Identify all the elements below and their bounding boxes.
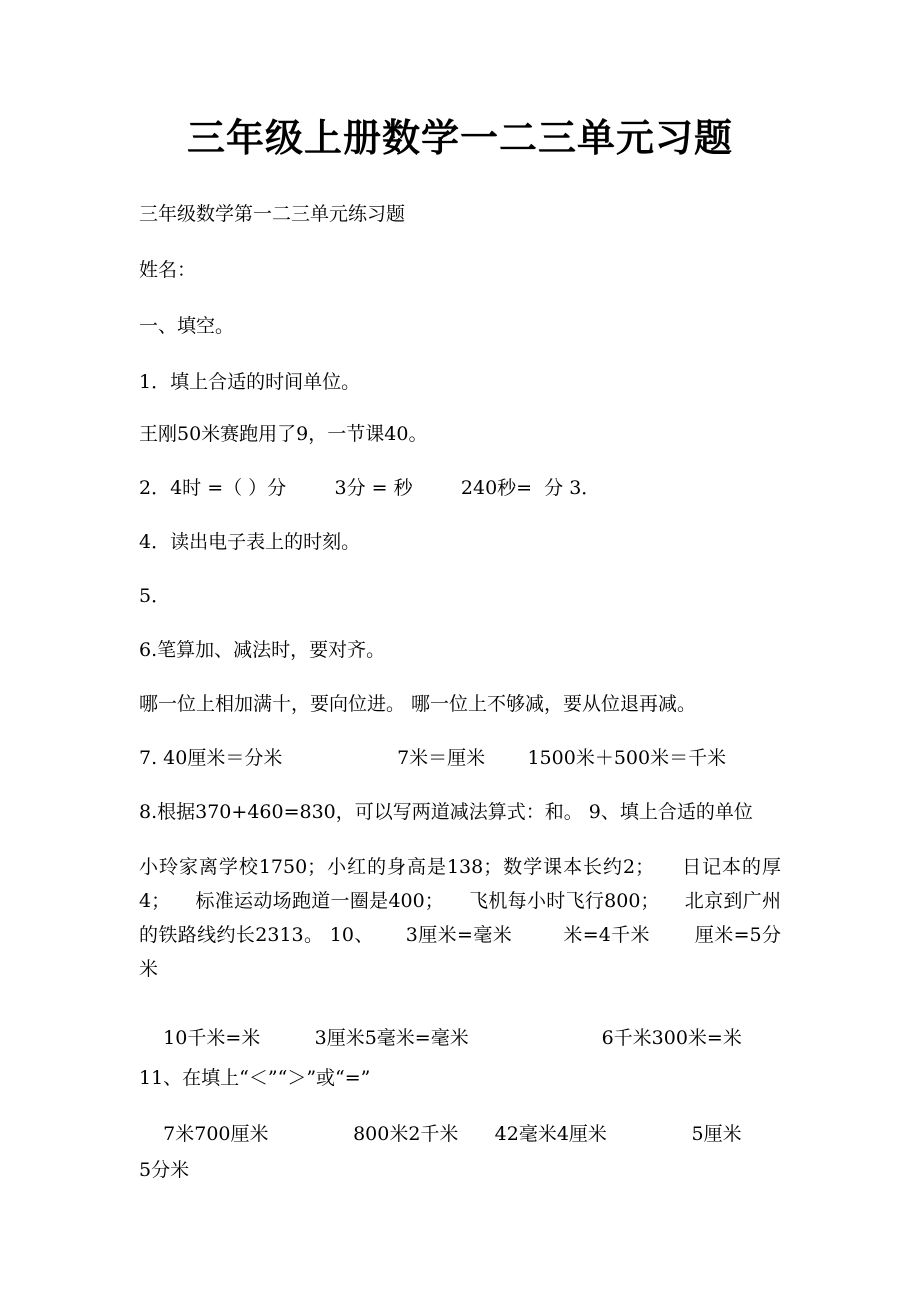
name-field-label: 姓名： xyxy=(139,259,197,281)
section-heading-fill-in: 一、填空。 xyxy=(139,315,235,337)
question-5: 5． xyxy=(139,585,171,607)
question-9-paragraph: 小玲家离学校1750；小红的身高是138；数学课本长约2； 日记本的厚4； 标准运动场跑道一圈是400； 飞机每小时飞行800； 北京到广州的铁路线约长2313。 10、 3厘米=毫米 米=4千米 厘米=5分米 xyxy=(139,856,781,980)
question-7: 7. 40厘米＝分米 7米＝厘米 1500米＋500米＝千米 xyxy=(139,747,727,769)
question-4: 4．读出电子表上的时刻。 xyxy=(139,531,361,553)
subtitle: 三年级数学第一二三单元练习题 xyxy=(139,203,406,225)
question-11: 11、在填上“＜”“＞”或“=” xyxy=(139,1067,371,1089)
question-1: 1．填上合适的时间单位。 xyxy=(139,371,361,393)
question-10-line: 10千米=米 3厘米5毫米=毫米 6千米300米=米 xyxy=(139,1027,742,1049)
question-11-line: 7米700厘米 800米2千米 42毫米4厘米 5厘米 xyxy=(139,1123,742,1145)
question-2: 2．4时 =（ ）分 3分 = 秒 240秒= 分 3． xyxy=(139,477,601,499)
question-8: 8.根据370+460=830，可以写两道减法算式：和。 9、填上合适的单位 xyxy=(139,801,753,823)
question-6: 6.笔算加、减法时，要对齐。 xyxy=(139,639,386,661)
document-title: 三年级上册数学一二三单元习题 xyxy=(186,115,733,160)
question-6-text: 哪一位上相加满十，要向位进。 哪一位上不够减，要从位退再减。 xyxy=(139,693,697,715)
question-1-text: 王刚50米赛跑用了9，一节课40。 xyxy=(139,423,428,445)
question-11-tail: 5分米 xyxy=(139,1159,190,1181)
